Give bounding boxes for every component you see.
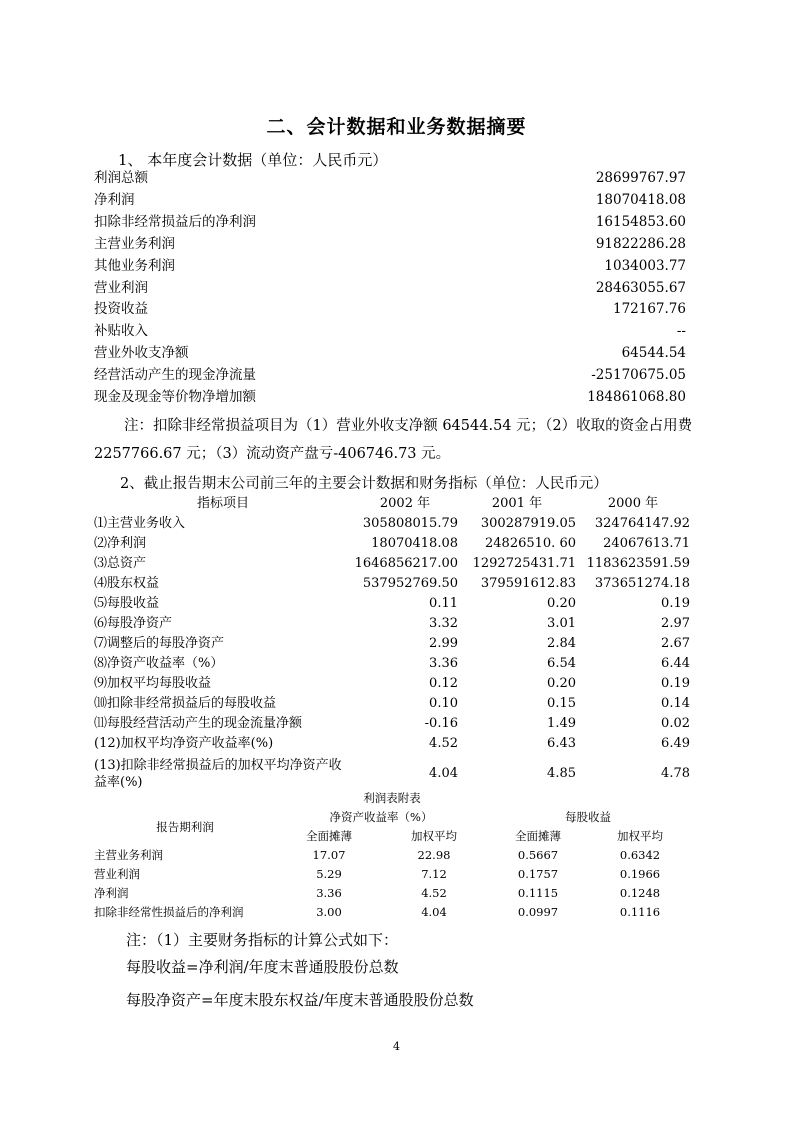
- value-2000: 0.02: [661, 716, 690, 731]
- appendix-value: 0.1115: [517, 886, 559, 900]
- table-row: [94, 256, 686, 278]
- value-2002: 537952769.50: [362, 576, 458, 591]
- indicator-label: ⑹每股净资产: [94, 616, 173, 631]
- col-header-indicator: 指标项目: [196, 496, 249, 511]
- appendix-value: 0.1116: [619, 905, 661, 919]
- row-value: 64544.54: [621, 345, 686, 362]
- table-row: [94, 212, 686, 234]
- value-2001: 1.49: [547, 716, 576, 731]
- row-value: -25170675.05: [591, 367, 686, 384]
- row-label: 利润总额: [94, 170, 148, 186]
- row-label: 投资收益: [94, 301, 148, 318]
- row-value: 16154853.60: [595, 213, 686, 230]
- indicator-label: ⑼加权平均每股收益: [94, 676, 212, 691]
- value-2001: 0.15: [547, 696, 576, 711]
- row-label: 营业外收支净额: [94, 345, 189, 362]
- table-row: [94, 534, 690, 554]
- value-2001: 3.01: [547, 616, 576, 631]
- value-2001: 24826510. 60: [485, 536, 576, 551]
- section2-heading: 2、截止报告期末公司前三年的主要会计数据和财务指标（单位：人民币元）: [120, 476, 608, 492]
- formula-eps: 每股收益=净利润/年度末普通股股份总数: [126, 958, 399, 976]
- value-2000: 324764147.92: [594, 516, 690, 531]
- appendix-value: 0.1248: [619, 886, 661, 900]
- indicator-label: ⑺调整后的每股净资产: [94, 636, 225, 651]
- indicator-label: ⑴主营业务收入: [94, 516, 186, 531]
- table-row: [94, 514, 690, 534]
- table-row: [94, 190, 686, 212]
- appendix-value: 4.52: [421, 886, 447, 900]
- table-row: [94, 714, 690, 734]
- appendix-value: 0.5667: [517, 848, 559, 862]
- col-header-2000: 2000 年: [607, 496, 659, 511]
- table-row: [94, 321, 686, 343]
- value-2001: 1292725431.71: [472, 556, 576, 571]
- value-2000: 2.67: [661, 636, 690, 651]
- appendix-value: 17.07: [312, 848, 346, 862]
- value-2001: 300287919.05: [480, 516, 576, 531]
- row-label: 补贴收入: [94, 323, 148, 340]
- table-row: [94, 865, 690, 884]
- table-row: [94, 234, 686, 256]
- formula-nav: 每股净资产=年度末股东权益/年度末普通股股份总数: [126, 991, 474, 1009]
- indicator-label: ⑻净资产收益率（%）: [94, 656, 224, 671]
- table-row: [94, 674, 690, 694]
- table-row: [94, 734, 690, 754]
- value-2000: 24067613.71: [603, 536, 690, 551]
- appendix-value: 22.98: [417, 848, 451, 862]
- page-number: 4: [393, 1040, 400, 1053]
- table-row: [94, 554, 690, 574]
- value-2000: 1183623591.59: [586, 556, 690, 571]
- table-row: [94, 168, 686, 190]
- appendix-row-header: 报告期利润: [156, 819, 214, 834]
- table-row: [94, 654, 690, 674]
- three-year-indicators-table: [94, 494, 690, 794]
- value-2002: 1646856217.00: [354, 556, 458, 571]
- value-2002: 2.99: [429, 636, 458, 651]
- table-row: [94, 634, 690, 654]
- appendix-row-label: 扣除非经常性损益后的净利润: [94, 905, 244, 919]
- table-row: [94, 594, 690, 614]
- value-2002: 4.04: [429, 766, 458, 781]
- col-header-2002: 2002 年: [379, 496, 431, 511]
- appendix-value: 0.0997: [517, 905, 559, 919]
- page-title: 二、会计数据和业务数据摘要: [266, 116, 527, 138]
- value-2001: 379591612.83: [480, 576, 576, 591]
- value-2000: 0.19: [661, 676, 690, 691]
- appendix-value: 4.04: [421, 905, 447, 919]
- value-2002: 0.12: [429, 676, 458, 691]
- appendix-sub-header: 加权平均: [617, 829, 663, 843]
- row-label: 主营业务利润: [94, 235, 175, 252]
- section1-note: 注：扣除非经常损益项目为（1）营业外收支净额 64544.54 元；（2）收取的资金占用费 2257766.67 元；（3）流动资产盘亏-406746.73 元。: [94, 418, 693, 462]
- value-2000: 4.78: [661, 766, 690, 781]
- value-2000: 6.44: [661, 656, 690, 671]
- value-2000: 6.49: [661, 736, 690, 751]
- table-row: [94, 299, 686, 321]
- indicator-label: ⑽扣除非经常损益后的每股收益: [94, 696, 277, 711]
- appendix-value: 7.12: [421, 867, 447, 881]
- row-value: 28699767.97: [595, 170, 686, 186]
- row-value: --: [676, 323, 686, 340]
- indicator-label: ⑾每股经营活动产生的现金流量净额: [94, 716, 303, 731]
- value-2002: -0.16: [424, 716, 458, 731]
- indicator-label: ⑶总资产: [94, 556, 147, 571]
- table-row: [94, 846, 690, 865]
- row-label: 扣除非经常损益后的净利润: [94, 213, 256, 230]
- table-row: [94, 614, 690, 634]
- col-header-2001: 2001 年: [491, 496, 543, 511]
- appendix-group-eps: 每股收益: [565, 810, 611, 824]
- table-row: [94, 694, 690, 714]
- footnote: 注：（1）主要财务指标的计算公式如下：: [126, 931, 399, 949]
- value-2002: 305808015.79: [362, 516, 458, 531]
- appendix-value: 0.1966: [619, 867, 661, 881]
- value-2002: 18070418.08: [371, 536, 458, 551]
- appendix-group-roe: 净资产收益率（%）: [329, 810, 433, 824]
- section1-heading: 1、 本年度会计数据（单位：人民币元）: [118, 151, 388, 169]
- value-2001: 6.54: [547, 656, 576, 671]
- value-2002: 0.11: [429, 596, 458, 611]
- table-row: [94, 754, 690, 794]
- row-value: 91822286.28: [595, 235, 686, 252]
- value-2002: 3.32: [429, 616, 458, 631]
- value-2000: 2.97: [661, 616, 690, 631]
- annual-accounting-table: [94, 168, 686, 409]
- appendix-sub-header: 加权平均: [411, 829, 457, 843]
- profit-appendix-table: [94, 789, 690, 922]
- appendix-value: 5.29: [316, 867, 342, 881]
- value-2002: 3.36: [429, 656, 458, 671]
- appendix-caption: 利润表附表: [363, 791, 421, 805]
- row-value: 1034003.77: [604, 257, 686, 274]
- table-row: [94, 343, 686, 365]
- value-2000: 0.14: [661, 696, 690, 711]
- value-2002: 4.52: [429, 736, 458, 751]
- appendix-value: 0.6342: [619, 848, 661, 862]
- appendix-value: 0.1757: [517, 867, 559, 881]
- value-2000: 0.19: [661, 596, 690, 611]
- value-2001: 0.20: [547, 596, 576, 611]
- row-label: 营业利润: [94, 279, 148, 296]
- value-2000: 373651274.18: [594, 576, 690, 591]
- indicator-label: ⑵净利润: [94, 536, 147, 551]
- appendix-row-label: 营业利润: [94, 867, 140, 881]
- value-2001: 0.20: [547, 676, 576, 691]
- table-row: [94, 884, 690, 903]
- row-label: 其他业务利润: [94, 257, 175, 274]
- indicator-label: (13)扣除非经常损益后的加权平均净资产收益率(%): [94, 758, 342, 790]
- row-value: 184861068.80: [587, 389, 686, 406]
- appendix-row-label: 主营业务利润: [94, 848, 163, 862]
- appendix-sub-header: 全面摊薄: [306, 829, 352, 843]
- row-value: 18070418.08: [595, 191, 686, 208]
- indicator-label: ⑸每股收益: [94, 596, 160, 611]
- appendix-value: 3.00: [316, 905, 342, 919]
- indicator-label: ⑷股东权益: [94, 576, 160, 591]
- appendix-sub-header: 全面摊薄: [515, 829, 561, 843]
- row-label: 现金及现金等价物净增加额: [94, 389, 256, 406]
- row-label: 净利润: [94, 191, 135, 208]
- indicator-label: (12)加权平均净资产收益率(%): [94, 736, 274, 751]
- row-value: 172167.76: [612, 301, 686, 318]
- table-row: [94, 387, 686, 409]
- row-label: 经营活动产生的现金净流量: [94, 367, 256, 384]
- table-row: [94, 365, 686, 387]
- table-row: [94, 574, 690, 594]
- appendix-value: 3.36: [316, 886, 342, 900]
- row-value: 28463055.67: [595, 279, 686, 296]
- value-2002: 0.10: [429, 696, 458, 711]
- table-row: [94, 278, 686, 300]
- value-2001: 4.85: [547, 766, 576, 781]
- value-2001: 6.43: [547, 736, 576, 751]
- appendix-row-label: 净利润: [94, 886, 129, 900]
- value-2001: 2.84: [547, 636, 576, 651]
- table-row: [94, 903, 690, 922]
